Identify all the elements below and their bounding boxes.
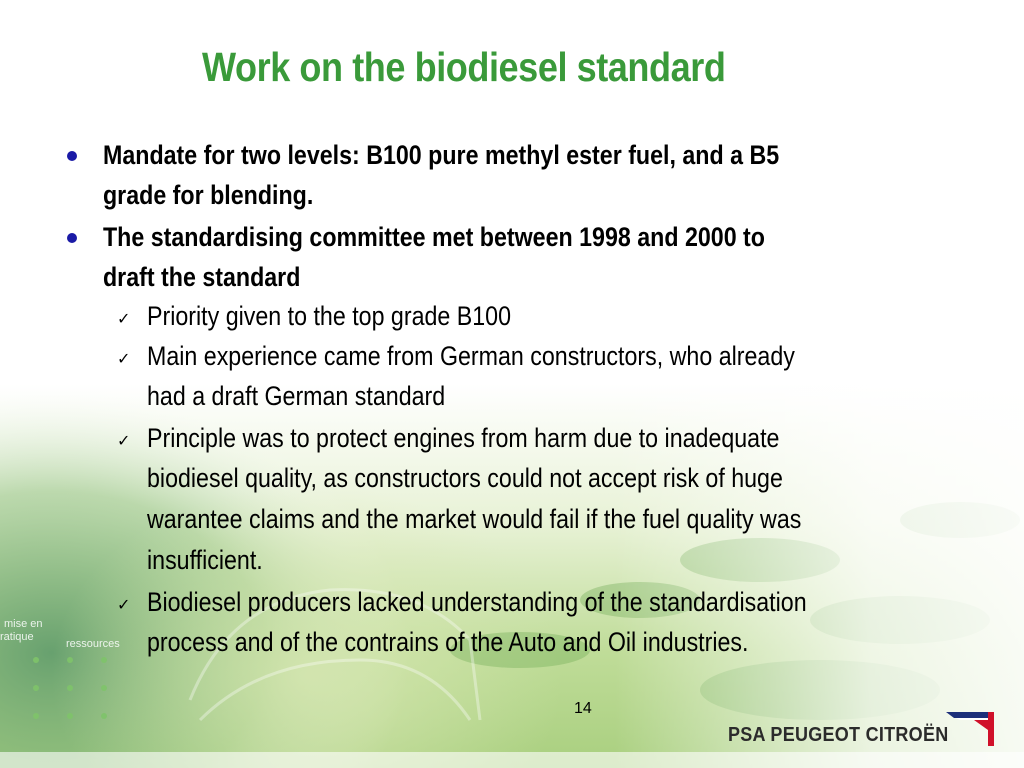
sub-bullet-text: insufficient. — [147, 545, 263, 575]
checkmark-icon: ✓ — [117, 595, 131, 614]
bullet-text: Mandate for two levels: B100 pure methyl ester fuel, and a B5 — [103, 140, 780, 170]
sub-bullet-text: process and of the contrains of the Auto and Oil industries. — [147, 627, 749, 657]
sub-bullet-text: Principle was to protect engines from harm due to inadequate — [147, 423, 780, 453]
checkmark-icon: ✓ — [117, 309, 131, 328]
sub-bullet-text: Biodiesel producers lacked understanding of the standardisation — [147, 587, 807, 617]
sub-bullet-text: Priority given to the top grade B100 — [147, 301, 512, 331]
checkmark-icon: ✓ — [117, 349, 131, 368]
logo-text: PSA PEUGEOT CITROËN — [728, 724, 949, 746]
checkmark-icon: ✓ — [117, 431, 131, 450]
bullet-text: draft the standard — [103, 262, 301, 292]
sub-bullet-text: warantee claims and the market would fail if the fuel quality was — [147, 504, 802, 534]
sub-bullet-text: Main experience came from German constructors, who already — [147, 341, 795, 371]
bullet-text: The standardising committee met between 1998 and 2000 to — [103, 222, 765, 252]
decor-label: mise en — [4, 618, 43, 630]
bullet-dot — [67, 233, 77, 243]
page-number: 14 — [574, 700, 592, 717]
sub-bullet-text: biodiesel quality, as constructors could not accept risk of huge — [147, 463, 783, 493]
bullet-dot — [67, 151, 77, 161]
bullet-text: grade for blending. — [103, 180, 314, 210]
decor-label: ressources — [66, 638, 120, 650]
slide-title: Work on the biodiesel standard — [202, 44, 726, 90]
decor-label: ratique — [0, 631, 34, 643]
sub-bullet-text: had a draft German standard — [147, 381, 446, 411]
logo-flag-icon — [946, 710, 996, 754]
psa-logo — [728, 710, 998, 754]
